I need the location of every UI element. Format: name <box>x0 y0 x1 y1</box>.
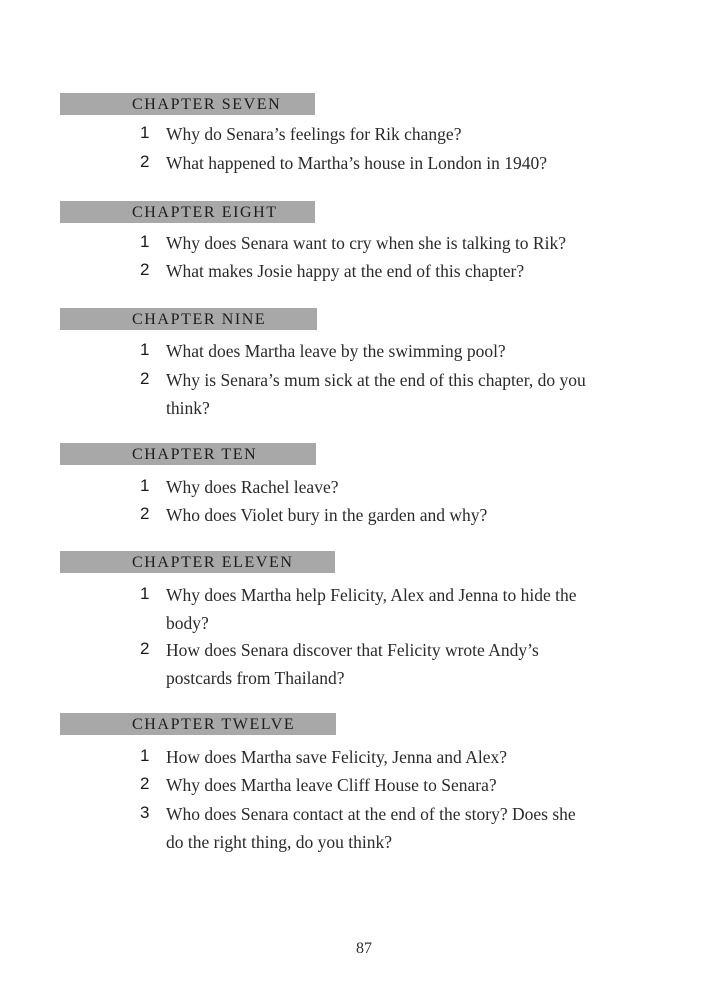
question-number: 1 <box>140 746 150 765</box>
chapter-heading: CHAPTER EIGHT <box>132 204 278 221</box>
question-text: What happened to Martha’s house in London in 1940? <box>166 153 548 173</box>
question-number: 1 <box>140 232 150 251</box>
question-number: 3 <box>140 803 150 822</box>
chapter-heading: CHAPTER TEN <box>132 446 258 463</box>
question-number: 1 <box>140 123 150 142</box>
question-number: 2 <box>140 152 150 171</box>
question-number: 2 <box>140 504 150 523</box>
question-text: Why do Senara’s feelings for Rik change? <box>166 124 462 144</box>
question-text: Who does Senara contact at the end of the story? Does she do the right thing, do you think? <box>166 804 576 852</box>
question-text: Why does Senara want to cry when she is talking to Rik? <box>166 233 566 253</box>
question-number: 1 <box>140 476 150 495</box>
question-text: Why does Rachel leave? <box>166 477 339 497</box>
chapter-heading: CHAPTER SEVEN <box>132 96 282 113</box>
question-text: Why does Martha leave Cliff House to Senara? <box>166 775 497 795</box>
question-number: 2 <box>140 774 150 793</box>
question-text: What does Martha leave by the swimming pool? <box>166 341 506 361</box>
question-text: What makes Josie happy at the end of this chapter? <box>166 261 525 281</box>
chapter-heading: CHAPTER ELEVEN <box>132 554 294 571</box>
question-number: 2 <box>140 369 150 388</box>
chapter-heading: CHAPTER TWELVE <box>132 716 296 733</box>
question-text: Who does Violet bury in the garden and why? <box>166 505 488 525</box>
question-number: 2 <box>140 639 150 658</box>
question-text: Why is Senara’s mum sick at the end of this chapter, do you think? <box>166 370 586 418</box>
question-number: 2 <box>140 260 150 279</box>
question-text: How does Senara discover that Felicity wrote Andy’s postcards from Thailand? <box>166 640 539 688</box>
question-number: 1 <box>140 340 150 359</box>
question-text: How does Martha save Felicity, Jenna and Alex? <box>166 747 507 767</box>
chapter-heading: CHAPTER NINE <box>132 311 267 328</box>
page-number: 87 <box>356 940 372 957</box>
question-number: 1 <box>140 584 150 603</box>
question-text: Why does Martha help Felicity, Alex and Jenna to hide the body? <box>166 585 577 633</box>
